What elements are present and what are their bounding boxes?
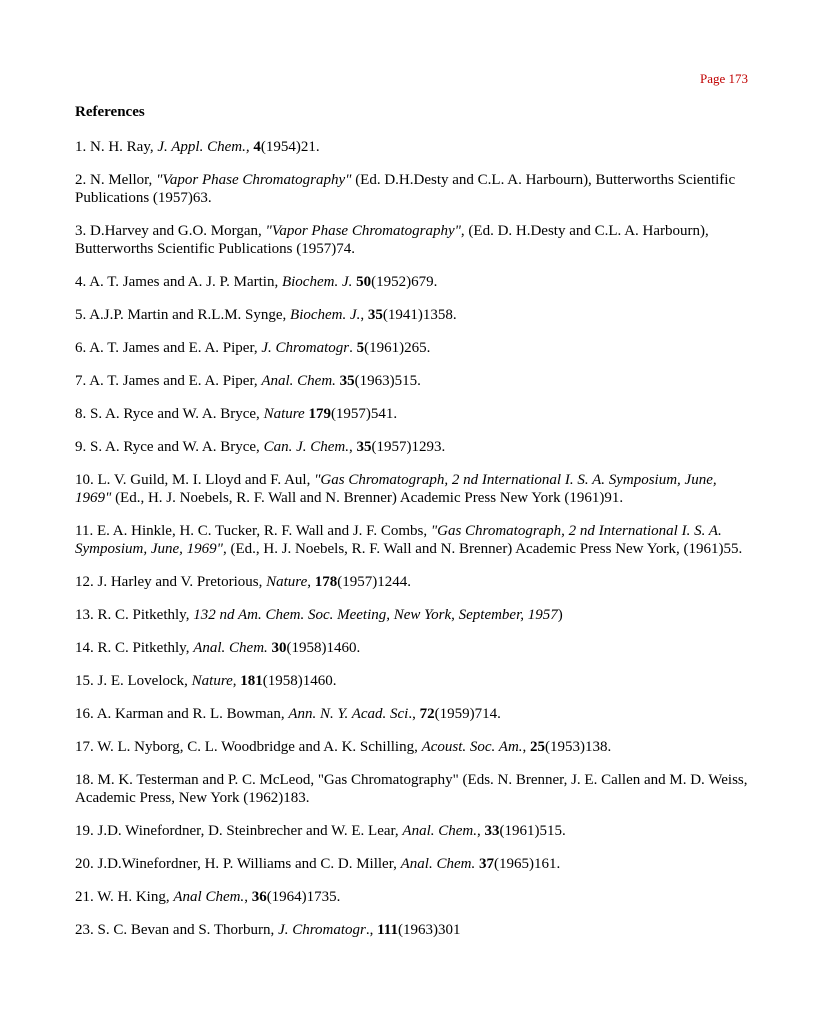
reference-authors: S. A. Ryce and W. A. Bryce, [90, 439, 264, 455]
reference-volume: 35 [367, 307, 383, 323]
reference-authors: L. V. Guild, M. I. Lloyd and F. Aul, [97, 472, 315, 488]
reference-number: 9. [75, 439, 90, 455]
reference-details: , (Ed., H. J. Noebels, R. F. Wall and N. Brenner) Academic Press New York, (1961)55. [222, 541, 743, 557]
reference-item [75, 771, 755, 807]
reference-authors: M. K. Testerman and P. C. McLeod, "Gas Chromatography" (Eds. N. Brenner, J. E. Callen and M. D. Weiss, Academic Press, New York (1962)183. [75, 772, 748, 806]
reference-number: 20. [75, 856, 98, 872]
reference-item [75, 855, 755, 873]
reference-item [75, 822, 755, 840]
reference-details: (1963)301 [397, 922, 461, 938]
reference-separator: , [360, 307, 368, 323]
reference-number: 21. [75, 889, 98, 905]
reference-authors: D.Harvey and G.O. Morgan, [90, 223, 266, 239]
reference-separator: ., [365, 922, 378, 938]
reference-title: "Gas Chromatograph, 2 nd International I. S. A. Symposium, June, 1969" [75, 472, 717, 506]
reference-authors: J. Harley and V. Pretorious, [97, 574, 267, 590]
reference-details: (1954)21. [260, 139, 320, 155]
reference-item [75, 405, 755, 423]
reference-title: Can. J. Chem. [263, 439, 349, 455]
reference-item [75, 438, 755, 456]
reference-details: (1961)265. [364, 340, 431, 356]
reference-number: 4. [75, 274, 90, 290]
reference-details: (1957)1293. [371, 439, 446, 455]
reference-volume: 25 [530, 739, 546, 755]
reference-separator: ., [408, 706, 420, 722]
reference-number: 16. [75, 706, 97, 722]
reference-authors: N. H. Ray, [90, 139, 158, 155]
reference-title: Biochem. J. [290, 307, 361, 323]
reference-title: J. Chromatogr [261, 340, 350, 356]
reference-separator: , [244, 889, 252, 905]
reference-item [75, 639, 755, 657]
reference-title: Ann. N. Y. Acad. Sci [288, 706, 409, 722]
reference-item [75, 273, 755, 291]
reference-details: (Ed. D.H.Desty and C.L. A. Harbourn), Butterworths Scientific Publications (1957)63. [75, 172, 736, 206]
reference-title: "Vapor Phase Chromatography" [156, 172, 352, 188]
reference-list [75, 138, 755, 954]
reference-authors: W. L. Nyborg, C. L. Woodbridge and A. K. Schilling, [97, 739, 422, 755]
reference-title: Anal. Chem. [402, 823, 477, 839]
reference-volume: 30 [271, 640, 287, 656]
reference-volume: 36 [251, 889, 267, 905]
reference-item [75, 138, 755, 156]
reference-authors: S. C. Bevan and S. Thorburn, [97, 922, 279, 938]
reference-authors: A. Karman and R. L. Bowman, [96, 706, 289, 722]
reference-title: Anal. Chem. [400, 856, 476, 872]
reference-authors: A.J.P. Martin and R.L.M. Synge, [89, 307, 291, 323]
reference-title: Anal. Chem. [261, 373, 336, 389]
reference-details: (1963)515. [354, 373, 421, 389]
reference-authors: J.D.Winefordner, H. P. Williams and C. D. Miller, [97, 856, 401, 872]
reference-volume: 72 [419, 706, 435, 722]
reference-number: 23. [75, 922, 98, 938]
reference-number: 17. [75, 739, 98, 755]
reference-details: (1953)138. [545, 739, 612, 755]
page-number: Page 173 [699, 71, 748, 86]
reference-title: Anal Chem. [173, 889, 245, 905]
reference-item [75, 573, 755, 591]
reference-volume: 178 [314, 574, 338, 590]
reference-volume: 5 [356, 340, 365, 356]
reference-item [75, 339, 755, 357]
reference-title: J. Appl. Chem., [157, 139, 250, 155]
reference-item [75, 471, 755, 507]
reference-number: 5. [75, 307, 90, 323]
reference-item [75, 921, 755, 939]
reference-number: 18. [75, 772, 98, 788]
reference-item [75, 522, 755, 558]
reference-separator: , [307, 574, 315, 590]
reference-authors: W. H. King, [97, 889, 174, 905]
reference-item [75, 306, 755, 324]
reference-details: , (Ed. D. H.Desty and C.L. A. Harbourn), Butterworths Scientific Publications (1957)74. [75, 223, 709, 257]
reference-number: 7. [75, 373, 90, 389]
reference-number: 10. [75, 472, 98, 488]
reference-details: (1964)1735. [266, 889, 341, 905]
reference-number: 6. [75, 340, 90, 356]
reference-details: (1941)1358. [382, 307, 457, 323]
reference-title: Nature [263, 406, 305, 422]
reference-details: (1965)161. [493, 856, 561, 872]
reference-authors: A. T. James and E. A. Piper, [89, 373, 262, 389]
reference-separator: , [477, 823, 485, 839]
reference-item [75, 738, 755, 756]
reference-title: 132 nd Am. Chem. Soc. Meeting, New York, September, 1957 [193, 607, 558, 623]
reference-separator: . [349, 340, 357, 356]
reference-volume: 35 [339, 373, 355, 389]
reference-authors: A. T. James and A. J. P. Martin, [89, 274, 282, 290]
reference-volume: 181 [240, 673, 263, 689]
reference-details: (Ed., H. J. Noebels, R. F. Wall and N. Brenner) Academic Press New York (1961)91. [111, 490, 624, 506]
reference-number: 19. [75, 823, 98, 839]
reference-title: Acoust. Soc. Am. [421, 739, 523, 755]
reference-number: 12. [75, 574, 98, 590]
reference-title: "Gas Chromatograph, 2 nd International I. S. A. Symposium, June, 1969" [75, 523, 722, 557]
reference-authors: J. E. Lovelock, [97, 673, 192, 689]
reference-volume: 4 [253, 139, 261, 155]
reference-details: (1959)714. [434, 706, 501, 722]
reference-item [75, 606, 755, 624]
reference-number: 15. [75, 673, 98, 689]
reference-authors: N. Mellor, [90, 172, 157, 188]
reference-details: (1957)1244. [337, 574, 411, 590]
reference-title: Anal. Chem. [193, 640, 268, 656]
reference-number: 14. [75, 640, 98, 656]
reference-number: 1. [75, 139, 90, 155]
reference-volume: 33 [484, 823, 500, 839]
reference-item [75, 888, 755, 906]
reference-title: Nature [266, 574, 308, 590]
reference-authors: R. C. Pitkethly, [97, 640, 194, 656]
reference-item [75, 171, 755, 207]
reference-title: Nature [191, 673, 233, 689]
reference-title: Biochem. J. [281, 274, 353, 290]
reference-item [75, 672, 755, 690]
reference-number: 2. [75, 172, 90, 188]
reference-volume: 35 [356, 439, 372, 455]
reference-authors: J.D. Winefordner, D. Steinbrecher and W. E. Lear, [97, 823, 403, 839]
reference-authors: A. T. James and E. A. Piper, [89, 340, 262, 356]
reference-item [75, 222, 755, 258]
reference-number: 11. [75, 523, 97, 539]
reference-volume: 37 [478, 856, 494, 872]
reference-number: 13. [75, 607, 98, 623]
reference-number: 3. [75, 223, 90, 239]
reference-details: ) [557, 607, 563, 623]
reference-authors: R. C. Pitkethly, [97, 607, 194, 623]
reference-separator: , [232, 673, 241, 689]
reference-separator: , [522, 739, 531, 755]
reference-title: J. Chromatogr [278, 922, 366, 938]
reference-item [75, 705, 755, 723]
reference-separator: , [348, 439, 357, 455]
reference-volume: 50 [356, 274, 372, 290]
reference-volume: 179 [308, 406, 331, 422]
reference-authors: S. A. Ryce and W. A. Bryce, [90, 406, 264, 422]
reference-details: (1958)1460. [262, 673, 337, 689]
reference-authors: E. A. Hinkle, H. C. Tucker, R. F. Wall and J. F. Combs, [96, 523, 431, 539]
reference-details: (1957)541. [330, 406, 398, 422]
reference-details: (1958)1460. [286, 640, 361, 656]
reference-details: (1961)515. [499, 823, 566, 839]
reference-title: "Vapor Phase Chromatography" [265, 223, 461, 239]
reference-number: 8. [75, 406, 90, 422]
reference-volume: 111 [377, 922, 398, 938]
reference-item [75, 372, 755, 390]
references-heading: References [75, 104, 145, 120]
reference-details: (1952)679. [371, 274, 438, 290]
